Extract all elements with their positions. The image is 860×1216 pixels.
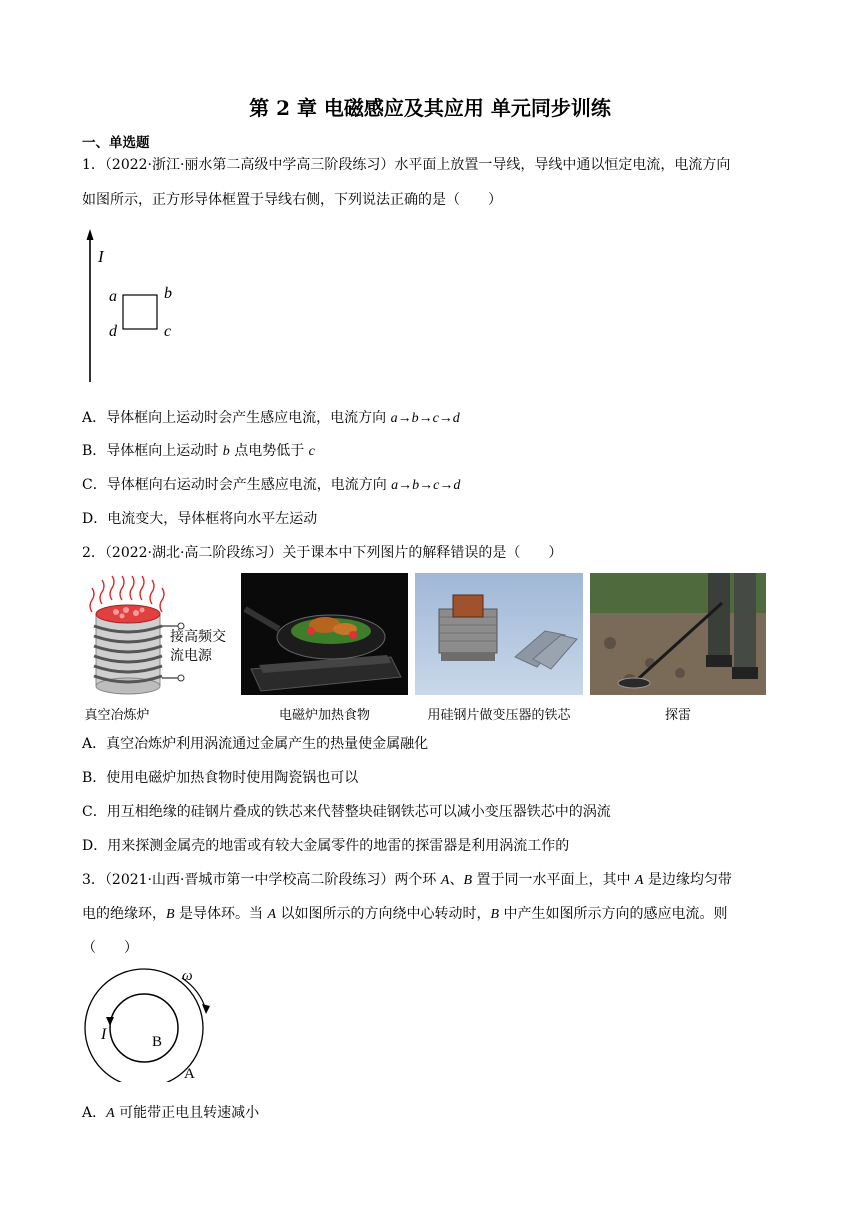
q3-option-a: A．A 可能带正电且转速减小 xyxy=(82,1105,260,1121)
q2-stem: 2．（2022·湖北·高二阶段练习）关于课本中下列图片的解释错误的是（ ） xyxy=(82,545,563,561)
q1-wire-square-figure xyxy=(80,226,190,386)
q1-option-a: A．导体框向上运动时会产生感应电流，电流方向 a→b→c→d xyxy=(82,410,460,426)
q1-label-b: b xyxy=(164,285,172,302)
q3-stem-line3: （ ） xyxy=(82,940,138,956)
caption-4: 探雷 xyxy=(664,708,691,723)
furnace-label-1: 接高频交 xyxy=(170,629,226,645)
q1-label-d: d xyxy=(109,323,117,340)
square-frame xyxy=(123,295,157,329)
molten-metal xyxy=(96,605,160,623)
q1-label-I: I xyxy=(98,247,104,266)
q3-label-omega: ω xyxy=(182,968,193,984)
q1-stem-line1: 1．（2022·浙江·丽水第二高级中学高三阶段练习）水平面上放置一导线，导线中通以恒定电流，电流方向 xyxy=(82,157,731,173)
rotation-arrow-icon xyxy=(202,1004,210,1014)
q2-option-b: B．使用电磁炉加热食物时使用陶瓷锅也可以 xyxy=(82,770,359,786)
current-arrow-icon xyxy=(87,229,94,240)
caption-1: 真空冶炼炉 xyxy=(84,708,150,723)
soldier-leg-2 xyxy=(734,573,756,669)
q1-stem-line2: 如图所示，正方形导体框置于导线右侧，下列说法正确的是（ ） xyxy=(82,192,502,208)
q3-stem-line1: 3．（2021·山西·晋城市第一中学校高二阶段练习）两个环 A、B 置于同一水平面上，其中 A 是边缘均匀带 xyxy=(82,872,732,888)
q3-label-B: B xyxy=(152,1034,163,1050)
detector-head xyxy=(618,678,650,688)
terminal-icon xyxy=(178,675,184,681)
q3-rings-figure xyxy=(78,966,228,1082)
caption-3: 用硅钢片做变压器的铁芯 xyxy=(427,708,571,723)
transformer-core-photo xyxy=(415,573,583,695)
q3-label-A: A xyxy=(184,1066,195,1082)
section-heading: 一、单选题 xyxy=(82,135,150,151)
coil-bobbin xyxy=(453,595,483,617)
furnace-label-2: 流电源 xyxy=(170,648,212,664)
q1-label-c: c xyxy=(164,323,172,340)
ring-B xyxy=(110,994,178,1062)
caption-2: 电磁炉加热食物 xyxy=(278,708,370,723)
q1-option-c: C．导体框向右运动时会产生感应电流，电流方向 a→b→c→d xyxy=(82,477,461,493)
q1-label-a: a xyxy=(109,288,117,305)
q2-option-d: D．用来探测金属壳的地雷或有较大金属零件的地雷的探雷器是利用涡流工作的 xyxy=(82,838,570,854)
soldier-leg-1 xyxy=(708,573,730,657)
q1-option-d: D．电流变大，导体框将向水平左运动 xyxy=(82,511,318,527)
page-title: 第 2 章 电磁感应及其应用 单元同步训练 xyxy=(249,96,611,120)
q2-option-c: C．用互相绝缘的硅钢片叠成的铁芯来代替整块硅钢铁芯可以减小变压器铁芯中的涡流 xyxy=(82,804,611,820)
current-arrow-icon xyxy=(106,1017,114,1026)
induction-cooker-photo xyxy=(241,573,408,695)
q3-label-I: I xyxy=(101,1026,107,1043)
q1-option-b: B．导体框向上运动时 b 点电势低于 c xyxy=(82,443,315,459)
q2-option-a: A．真空冶炼炉利用涡流通过金属产生的热量使金属融化 xyxy=(82,736,429,752)
q3-stem-line2: 电的绝缘环，B 是导体环。当 A 以如图所示的方向绕中心转动时，B 中产生如图所示方向的感应电流。则 xyxy=(82,906,728,922)
mine-detection-photo xyxy=(590,573,766,695)
